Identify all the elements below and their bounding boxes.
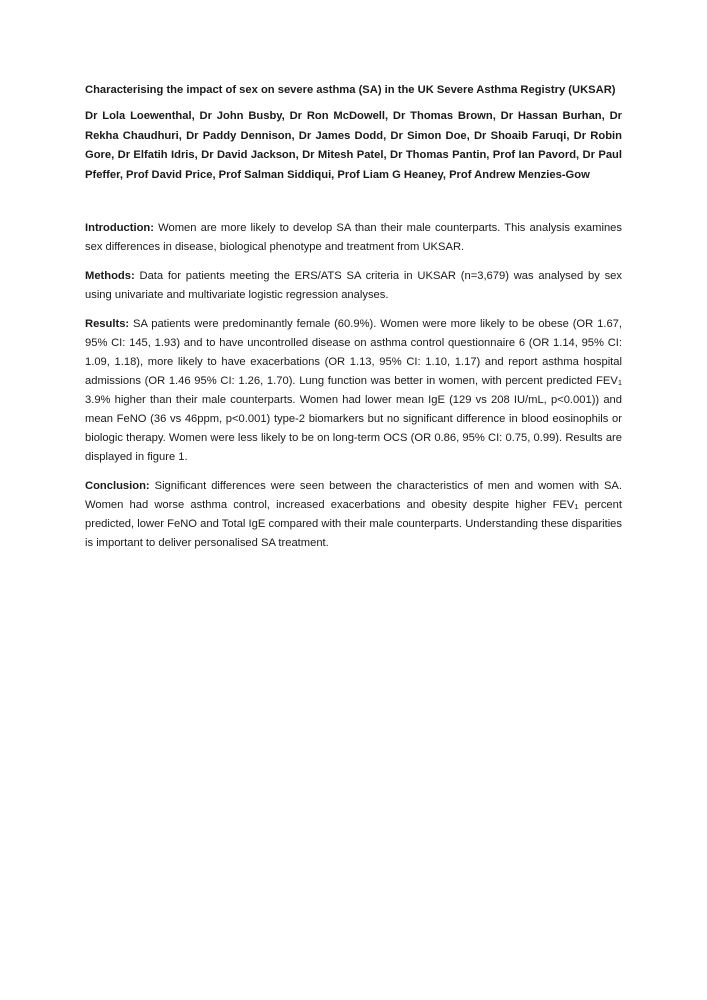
- author-list: Dr Lola Loewenthal, Dr John Busby, Dr Ron McDowell, Dr Thomas Brown, Dr Hassan Burhan, Dr Rekha Chaudhuri, Dr Paddy Dennison, Dr James Dodd, Dr Simon Doe, Dr Shoaib Faruqi, Dr Robin Gore, Dr Elfatih Idris, Dr David Jackson, Dr Mitesh Patel, Dr Thomas Pantin, Prof Ian Pavord, Dr Paul Pfeffer, Prof David Price, Prof Salman Siddiqui, Prof Liam G Heaney, Prof Andrew Menzies-Gow: [85, 110, 622, 181]
- conclusion-text-part-2: percent predicted, lower FeNO and Total IgE compared with their male counterparts. Understanding these disparities is important to deliver personalised SA treatment.: [85, 499, 622, 549]
- conclusion-section: [85, 477, 622, 553]
- results-section: [85, 315, 622, 467]
- conclusion-text-part-1: Significant differences were seen between the characteristics of men and women with SA. Women had worse asthma control, increased exacerbations and obesity despite higher FEV: [85, 480, 622, 511]
- results-fev-subscript: 1: [617, 378, 622, 387]
- methods-text: Data for patients meeting the ERS/ATS SA criteria in UKSAR (n=3,679) was analysed by sex using univariate and multivariate logistic regression analyses.: [85, 270, 622, 301]
- results-text-part-2: 3.9% higher than their male counterparts. Women had lower mean IgE (129 vs 208 IU/mL, p<0.001)) and mean FeNO (36 vs 46ppm, p<0.001) type-2 biomarkers but no significant difference in blood eosinophils or biologic therapy. Women were less likely to be on long-term OCS (OR 0.86, 95% CI: 0.75, 0.99). Results are displayed in figure 1.: [85, 394, 622, 463]
- results-label: Results:: [85, 318, 130, 330]
- introduction-section: [85, 219, 622, 257]
- abstract-title: Characterising the impact of sex on severe asthma (SA) in the UK Severe Asthma Registry (UKSAR): [85, 84, 616, 96]
- conclusion-fev-subscript: 1: [574, 502, 579, 511]
- methods-label: Methods:: [85, 270, 135, 282]
- results-text-part-1: SA patients were predominantly female (60.9%). Women were more likely to be obese (OR 1.67, 95% CI: 145, 1.93) and to have uncontrolled disease on asthma control questionnaire 6 (OR 1.14, 95% CI: 1.09, 1.18), more likely to have exacerbations (OR 1.13, 95% CI: 1.10, 1.17) and report asthma hospital admissions (OR 1.46 95% CI: 1.26, 1.70). Lung function was better in women, with percent predicted FEV: [85, 318, 622, 387]
- introduction-label: Introduction:: [85, 222, 154, 234]
- introduction-text: Women are more likely to develop SA than their male counterparts. This analysis examines sex differences in disease, biological phenotype and treatment from UKSAR.: [85, 222, 622, 253]
- conclusion-label: Conclusion:: [85, 480, 150, 492]
- methods-section: [85, 267, 622, 305]
- abstract-page: [85, 82, 622, 563]
